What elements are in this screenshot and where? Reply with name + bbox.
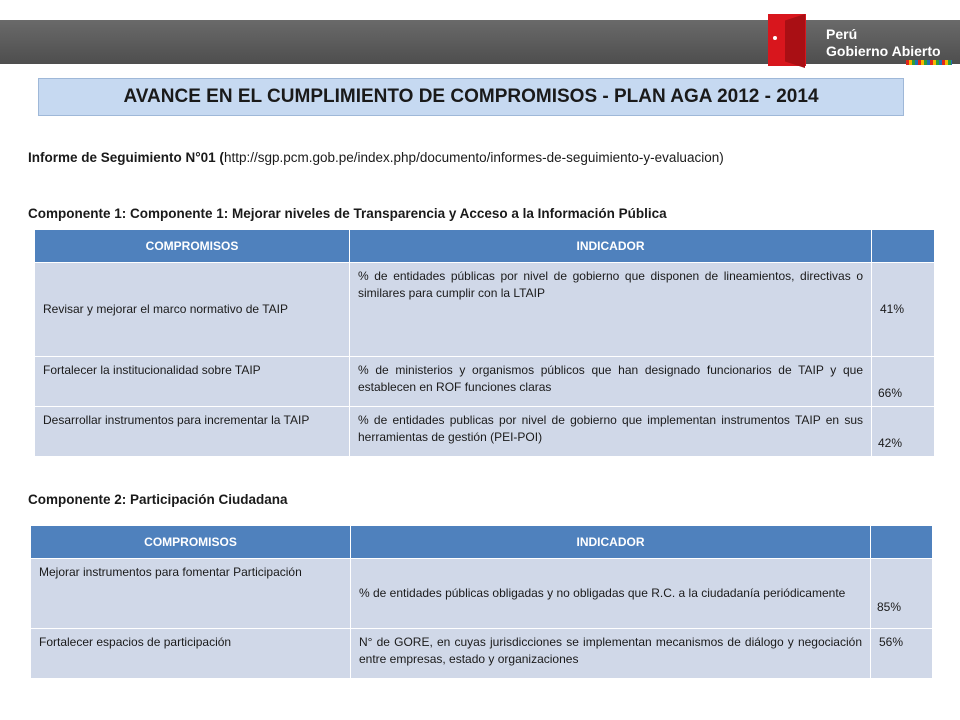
logo-line-1: Perú [826,26,858,42]
commitment-cell: Fortalecer espacios de participación [31,629,351,679]
percent-cell: 42% [872,407,935,457]
logo-line-2: Gobierno Abierto [826,43,941,59]
table-header-row [31,526,933,559]
table-row [31,629,933,679]
header-indicador: INDICADOR [351,526,871,559]
header-bar [0,20,960,64]
component-2-table [30,525,933,679]
component-1-table [34,229,935,457]
header-compromisos: COMPROMISOS [31,526,351,559]
report-reference [28,150,724,165]
table-row [35,407,935,457]
percent-cell: 66% [872,357,935,407]
table-row [31,559,933,629]
indicator-cell: N° de GORE, en cuyas jurisdicciones se implementan mecanismos de diálogo y negociación entre empresas, estado y organizaciones [351,629,871,679]
commitment-cell: Fortalecer la institucionalidad sobre TAIP [35,357,350,407]
indicator-cell: % de entidades públicas por nivel de gobierno que disponen de lineamientos, directivas o similares para cumplir con la LTAIP [350,263,872,357]
commitment-cell: Mejorar instrumentos para fomentar Participación [31,559,351,629]
commitment-cell: Desarrollar instrumentos para incrementar la TAIP [35,407,350,457]
percent-cell: 56% [871,629,933,679]
indicator-cell: % de ministerios y organismos públicos que han designado funcionarios de TAIP y que establecen en ROF funciones claras [350,357,872,407]
table-row [35,357,935,407]
component-2-title: Componente 2: Participación Ciudadana [28,492,288,507]
report-url[interactable]: http://sgp.pcm.gob.pe/index.php/documento/informes-de-seguimiento-y-evaluacion) [223,150,724,165]
table-header-row [35,230,935,263]
table-row [35,263,935,357]
percent-cell: 41% [872,263,935,357]
page-title: AVANCE EN EL CUMPLIMIENTO DE COMPROMISOS - PLAN AGA 2012 - 2014 [38,78,904,116]
indicator-cell: % de entidades públicas obligadas y no obligadas que R.C. a la ciudadanía periódicamente [351,559,871,629]
report-label: Informe de Seguimiento N°01 ( [28,150,224,165]
percent-cell: 85% [871,559,933,629]
commitment-cell: Revisar y mejorar el marco normativo de TAIP [35,263,350,357]
header-compromisos: COMPROMISOS [35,230,350,263]
component-1-title: Componente 1: Componente 1: Mejorar niveles de Transparencia y Acceso a la Información Pública [28,206,667,221]
indicator-cell: % de entidades publicas por nivel de gobierno que implementan instrumentos TAIP en sus herramientas de gestión (PEI-POI) [350,407,872,457]
header-value [872,230,935,263]
header-indicador: INDICADOR [350,230,872,263]
header-value [871,526,933,559]
